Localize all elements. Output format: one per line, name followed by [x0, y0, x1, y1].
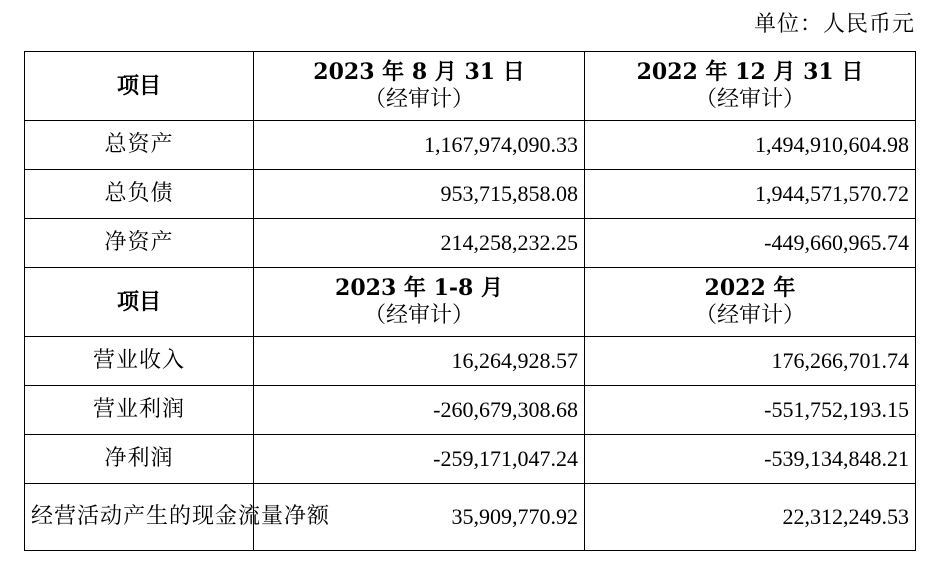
value-2022: 1,944,571,570.72	[585, 170, 916, 219]
table-row	[25, 484, 916, 551]
value-2023: -260,679,308.68	[254, 386, 585, 435]
value-2023: 214,258,232.25	[254, 219, 585, 268]
table-row	[25, 435, 916, 484]
table-row	[25, 121, 916, 170]
value-2022: -449,660,965.74	[585, 219, 916, 268]
row-label: 净资产	[25, 219, 254, 268]
value-2023: -259,171,047.24	[254, 435, 585, 484]
row-label: 经营活动产生的现金流量净额	[25, 484, 254, 551]
table-row	[25, 219, 916, 268]
value-2022: 176,266,701.74	[585, 337, 916, 386]
financial-summary-table	[24, 51, 916, 551]
value-2023: 16,264,928.57	[254, 337, 585, 386]
header-col2-period: 2022 年	[704, 275, 796, 301]
header-col1-cell	[254, 52, 585, 121]
header-col2-note: （经审计）	[694, 87, 805, 112]
table-row	[25, 337, 916, 386]
unit-label: 单位：人民币元	[753, 12, 915, 37]
header-col2-note: （经审计）	[694, 303, 805, 328]
header-col1-note: （经审计）	[363, 87, 474, 112]
row-label: 净利润	[25, 435, 254, 484]
header-col2-cell	[585, 268, 916, 337]
header-item-cell: 项目	[25, 52, 254, 121]
value-2022: -539,134,848.21	[585, 435, 916, 484]
header-col1-note: （经审计）	[363, 303, 474, 328]
income-header-row	[25, 268, 916, 337]
value-2022: 22,312,249.53	[585, 484, 916, 551]
balance-header-row	[25, 52, 916, 121]
table-row	[25, 386, 916, 435]
table-row	[25, 170, 916, 219]
row-label: 总资产	[25, 121, 254, 170]
header-col2-cell	[585, 52, 916, 121]
value-2023: 35,909,770.92	[254, 484, 585, 551]
row-label: 营业利润	[25, 386, 254, 435]
value-2023: 1,167,974,090.33	[254, 121, 585, 170]
header-col2-date: 2022 年 12 月 31 日	[636, 59, 864, 85]
value-2022: 1,494,910,604.98	[585, 121, 916, 170]
header-col1-date: 2023 年 8 月 31 日	[313, 59, 525, 85]
value-2023: 953,715,858.08	[254, 170, 585, 219]
header-item-cell: 项目	[25, 268, 254, 337]
header-col1-cell	[254, 268, 585, 337]
header-col1-period: 2023 年 1-8 月	[335, 275, 503, 301]
row-label: 总负债	[25, 170, 254, 219]
row-label: 营业收入	[25, 337, 254, 386]
value-2022: -551,752,193.15	[585, 386, 916, 435]
